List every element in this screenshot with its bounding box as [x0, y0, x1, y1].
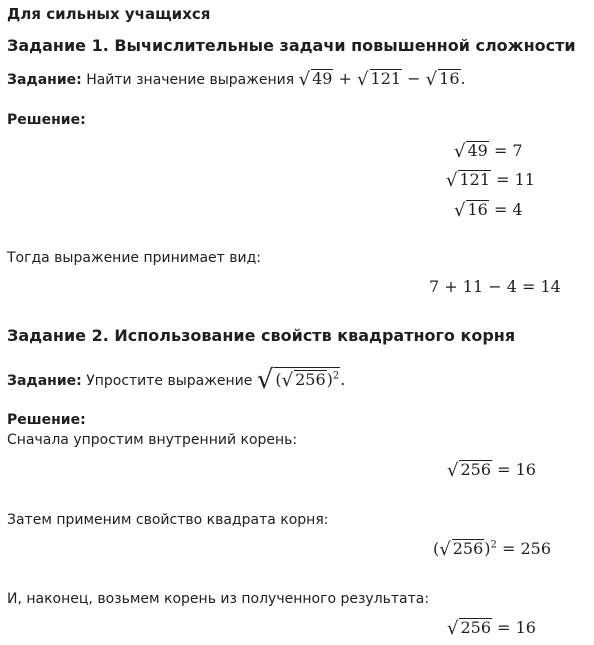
solution-label: Решение:: [7, 412, 86, 428]
step2-text: Затем применим свойство квадрата корня:: [7, 512, 329, 528]
task1-expression: √ 49 + √ 121 − √ 16.: [298, 69, 466, 90]
math-line: √ 49 = 7: [454, 141, 523, 162]
task2-statement: [7, 362, 346, 395]
task1-heading: Задание 1. Вычислительные задачи повышенной сложности: [7, 36, 576, 55]
task1-statement: [7, 68, 466, 89]
then-text: Тогда выражение принимает вид:: [7, 250, 261, 266]
task-text: Упростите выражение: [86, 373, 253, 389]
math-line: √ 16 = 4: [454, 200, 523, 221]
task2-heading: Задание 2. Использование свойств квадратного корня: [7, 326, 516, 345]
task-text: Найти значение выражения: [86, 72, 295, 88]
task2-expression: √ (√ 256)$^2$.: [256, 365, 346, 395]
step1-math: √ 256 = 16: [447, 460, 536, 481]
step2-math: (√ 256)$^2$ = 256: [433, 539, 552, 560]
task-label: Задание:: [7, 373, 82, 389]
math-line: √ 121 = 11: [446, 170, 535, 191]
task-label: Задание:: [7, 72, 82, 88]
section-title: Для сильных учащихся: [7, 5, 211, 23]
result-math: 7 + 11 − 4 = 14: [429, 277, 561, 296]
step3-math: √ 256 = 16: [447, 618, 536, 639]
solution-label: Решение:: [7, 112, 86, 128]
step3-text: И, наконец, возьмем корень из полученного результата:: [7, 591, 430, 607]
step1-text: Сначала упростим внутренний корень:: [7, 432, 298, 448]
